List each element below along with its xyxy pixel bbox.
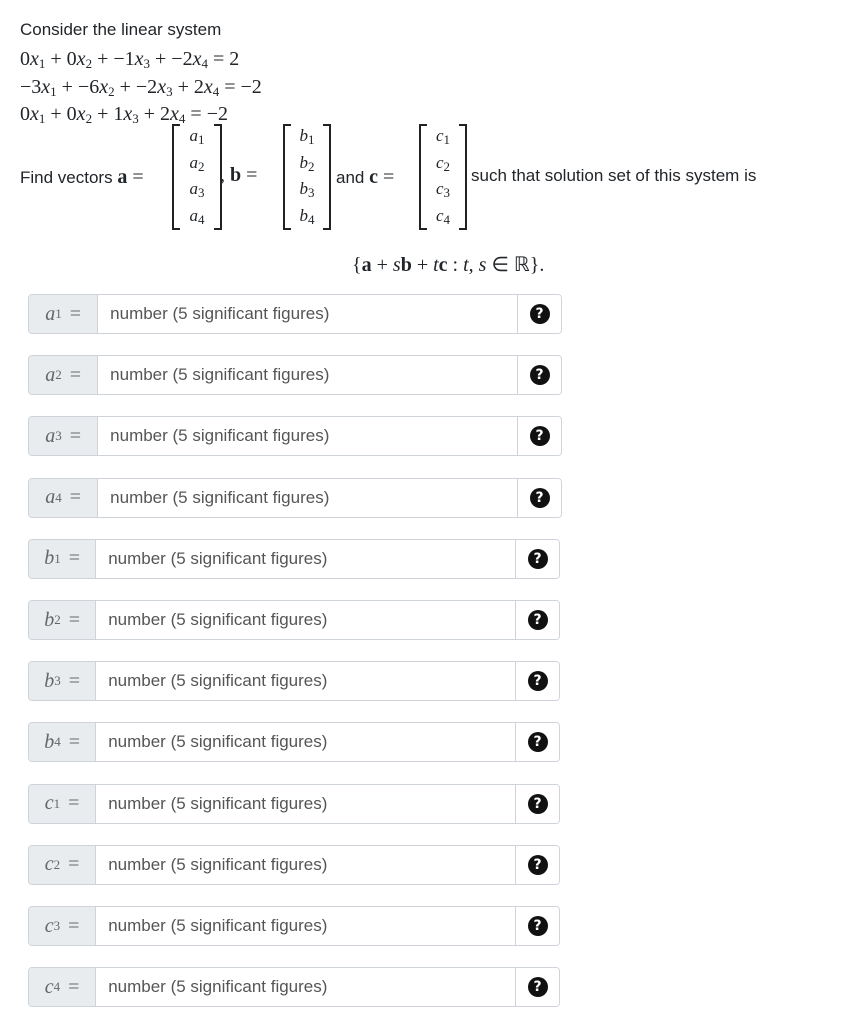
answer-label-b4: b 4 =: [29, 723, 96, 761]
find-vectors-label: Find vectors a =: [20, 166, 144, 188]
vector-c-label: and c =: [336, 166, 395, 188]
answer-row-a4: [28, 478, 562, 518]
help-button-c2[interactable]: [516, 846, 559, 884]
answer-row-b4: [28, 722, 560, 762]
vector-b-label: , b =: [220, 164, 258, 186]
question-circle-icon: ?: [528, 855, 548, 875]
help-button-a2[interactable]: [518, 356, 561, 394]
help-button-b2[interactable]: [516, 601, 559, 639]
answer-input-b1[interactable]: [96, 540, 516, 578]
question-circle-icon: ?: [530, 365, 550, 385]
answer-input-b3[interactable]: [96, 662, 516, 700]
solution-set-expression: {a + sb + tc : t, s ∈ ℝ}.: [352, 254, 545, 276]
answer-row-a2: [28, 355, 562, 395]
answer-input-a4[interactable]: [98, 479, 518, 517]
answer-input-c2[interactable]: [96, 846, 516, 884]
answer-label-c4: c 4 =: [29, 968, 96, 1006]
answer-label-b2: b 2 =: [29, 601, 96, 639]
help-button-a3[interactable]: [518, 417, 561, 455]
answer-row-b3: [28, 661, 560, 701]
answer-label-a3: a 3 =: [29, 417, 98, 455]
answer-label-a1: a 1 =: [29, 295, 98, 333]
answer-input-c1[interactable]: [96, 785, 516, 823]
equation-2: $-3x_1 + -6x_2 + -2x_3 + 2x_4 = -2$: [20, 76, 262, 99]
answer-input-c3[interactable]: [96, 907, 516, 945]
answer-row-b2: [28, 600, 560, 640]
question-circle-icon: ?: [530, 426, 550, 446]
question-circle-icon: ?: [530, 488, 550, 508]
answer-label-b3: b 3 =: [29, 662, 96, 700]
answer-input-b4[interactable]: [96, 723, 516, 761]
problem-prompt: Consider the linear system: [20, 20, 222, 39]
help-button-c4[interactable]: [516, 968, 559, 1006]
answer-row-c3: [28, 906, 560, 946]
question-circle-icon: ?: [528, 732, 548, 752]
answer-input-a1[interactable]: [98, 295, 518, 333]
answer-label-a4: a 4 =: [29, 479, 98, 517]
help-button-b4[interactable]: [516, 723, 559, 761]
answer-row-c4: [28, 967, 560, 1007]
question-circle-icon: ?: [528, 794, 548, 814]
help-button-b1[interactable]: [516, 540, 559, 578]
help-button-c1[interactable]: [516, 785, 559, 823]
question-circle-icon: ?: [528, 610, 548, 630]
answer-row-c1: [28, 784, 560, 824]
answer-row-a1: [28, 294, 562, 334]
such-that-text: such that solution set of this system is: [471, 166, 757, 185]
help-button-a1[interactable]: [518, 295, 561, 333]
answer-input-b2[interactable]: [96, 601, 516, 639]
vector-c-matrix: $c_1$ $c_2$ $c_3$ $c_4$: [419, 124, 467, 230]
answer-row-c2: [28, 845, 560, 885]
answer-label-a2: a 2 =: [29, 356, 98, 394]
question-circle-icon: ?: [528, 977, 548, 997]
answer-row-b1: [28, 539, 560, 579]
answer-input-c4[interactable]: [96, 968, 516, 1006]
question-circle-icon: ?: [530, 304, 550, 324]
answer-label-c3: c 3 =: [29, 907, 96, 945]
answer-label-c1: c 1 =: [29, 785, 96, 823]
answer-label-b1: b 1 =: [29, 540, 96, 578]
help-button-a4[interactable]: [518, 479, 561, 517]
answer-row-a3: [28, 416, 562, 456]
equation-1: $0x_1 + 0x_2 + -1x_3 + -2x_4 = 2$: [20, 48, 240, 71]
help-button-b3[interactable]: [516, 662, 559, 700]
vector-b-matrix: $b_1$ $b_2$ $b_3$ $b_4$: [283, 124, 331, 230]
question-circle-icon: ?: [528, 671, 548, 691]
vector-a-matrix: $a_1$ $a_2$ $a_3$ $a_4$: [172, 124, 222, 230]
answer-label-c2: c 2 =: [29, 846, 96, 884]
question-circle-icon: ?: [528, 549, 548, 569]
help-button-c3[interactable]: [516, 907, 559, 945]
question-circle-icon: ?: [528, 916, 548, 936]
answer-input-a2[interactable]: [98, 356, 518, 394]
answer-input-a3[interactable]: [98, 417, 518, 455]
equation-3: $0x_1 + 0x_2 + 1x_3 + 2x_4 = -2$: [20, 103, 228, 126]
